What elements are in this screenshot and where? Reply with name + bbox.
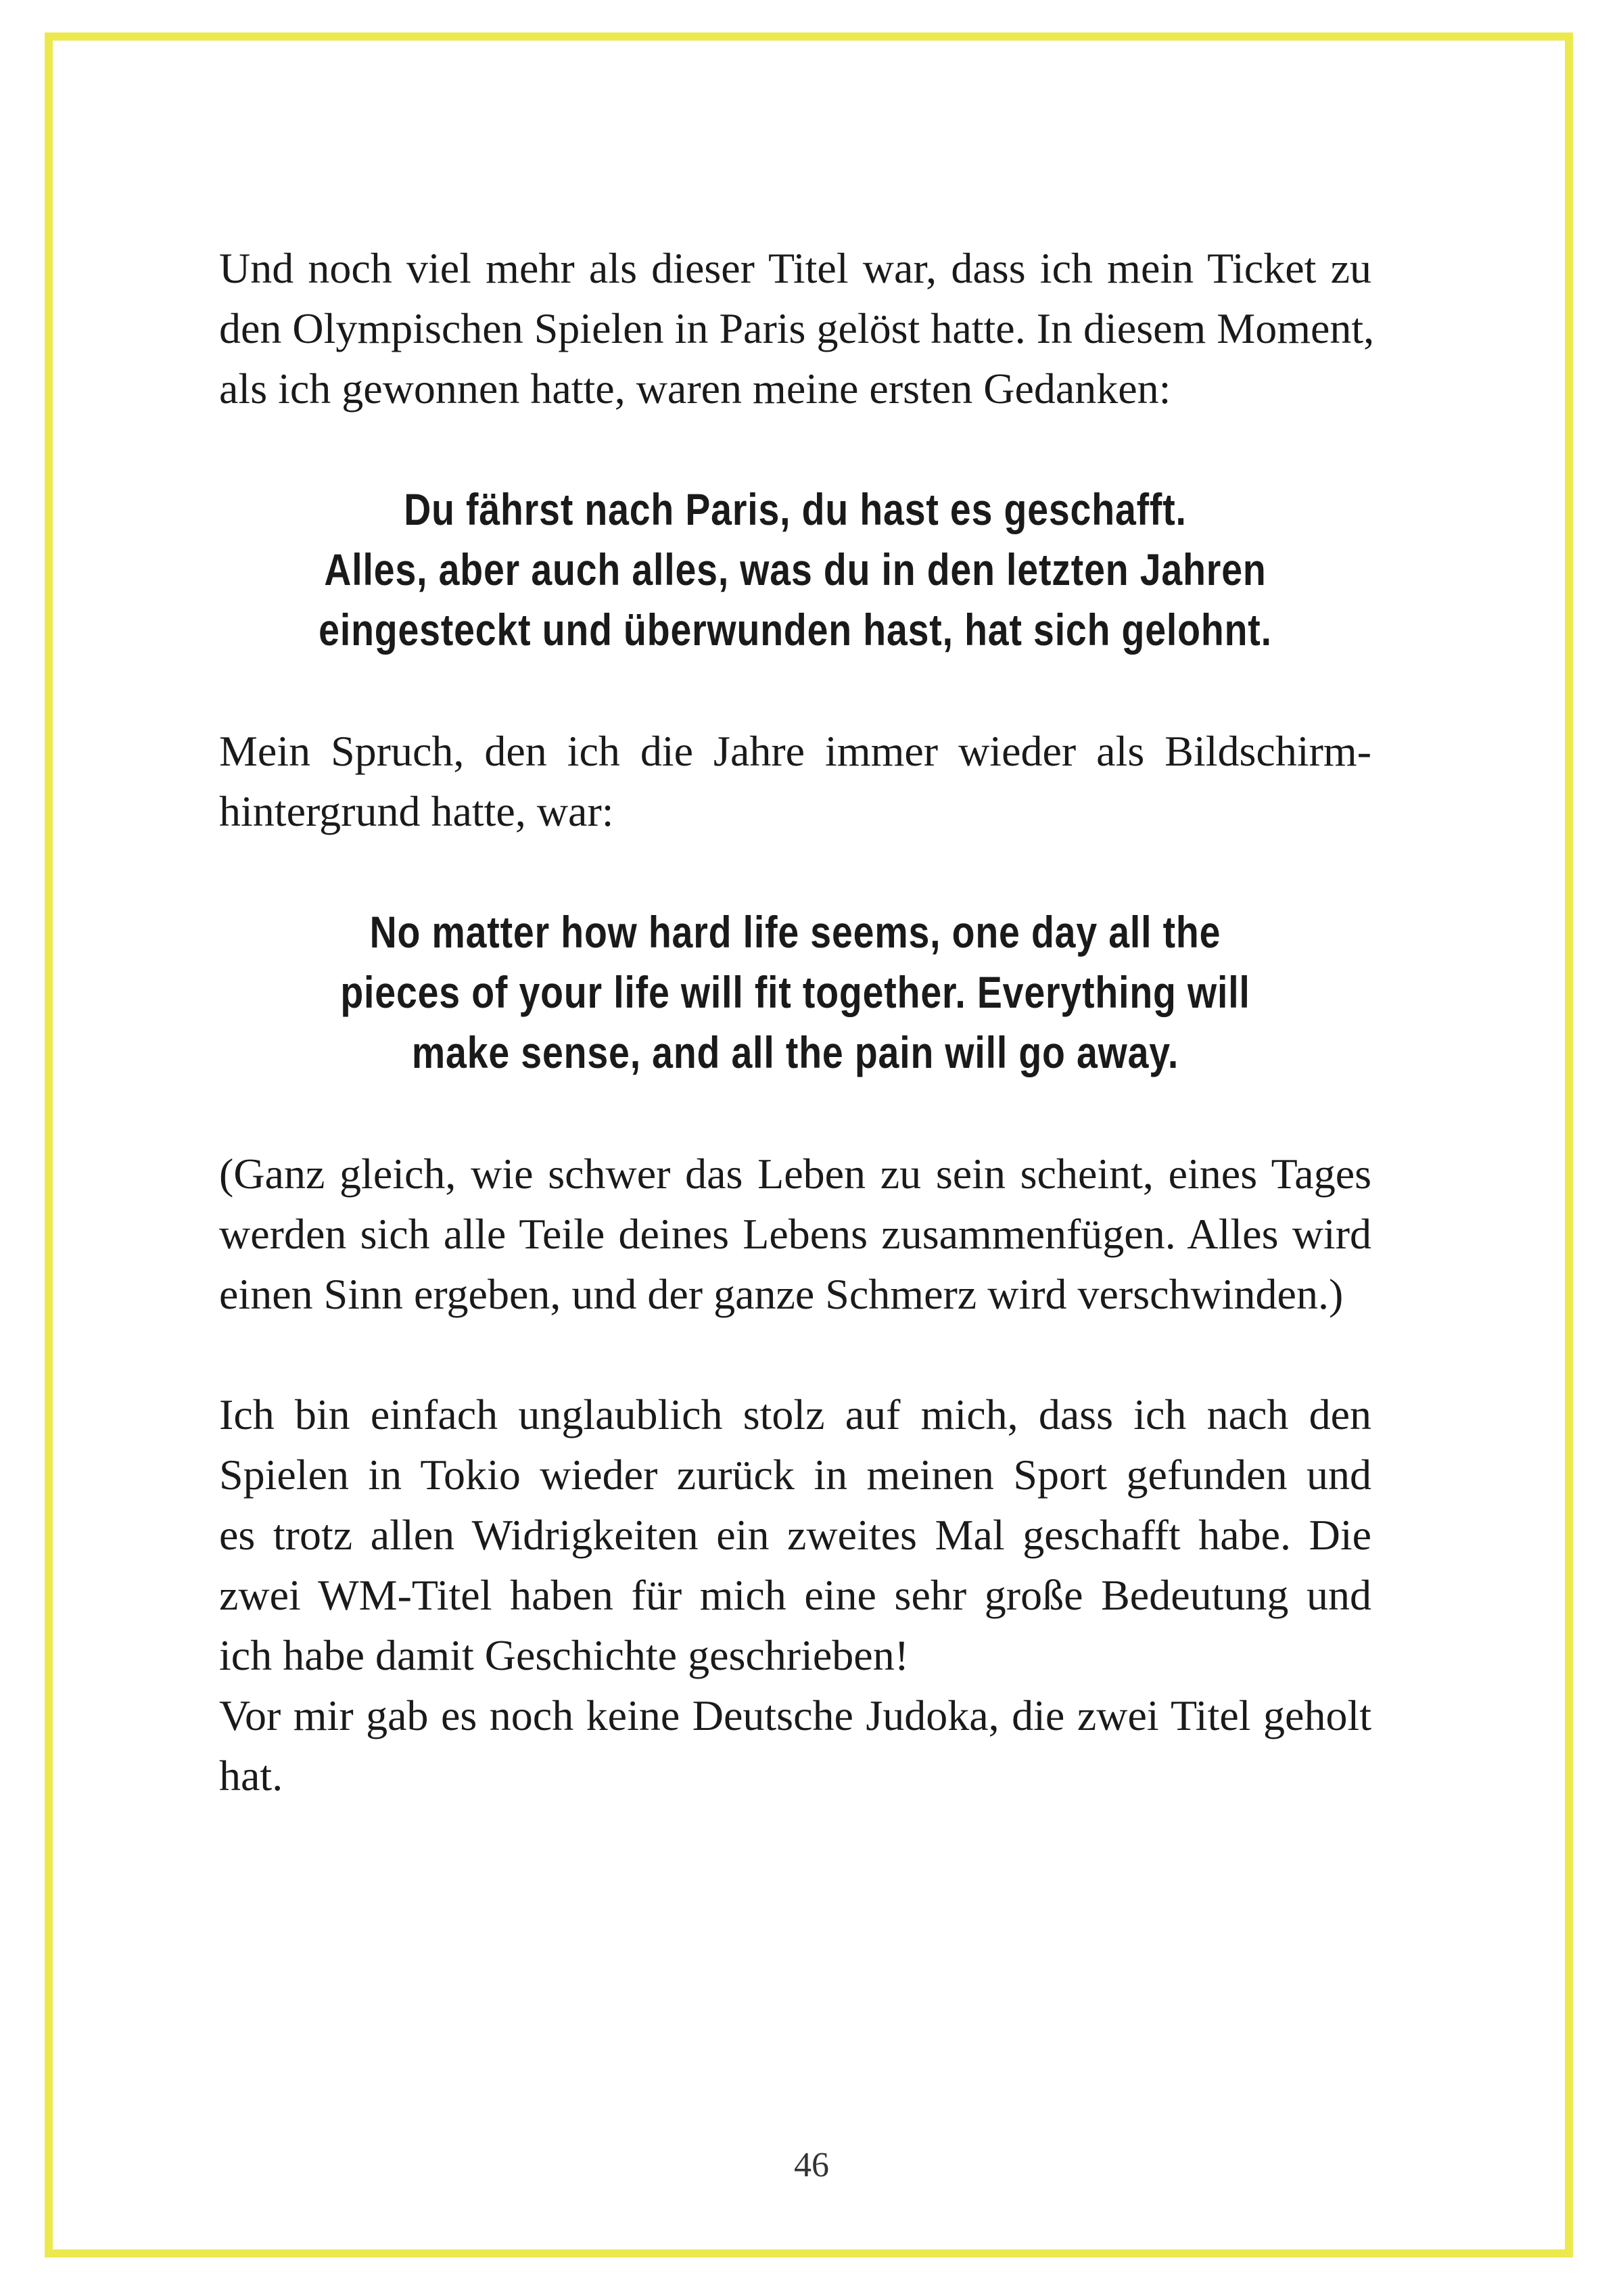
text-line: (Ganz gleich, wie schwer das Leben zu sein scheint, eines Tages — [219, 1150, 1371, 1198]
text-line: den Olympischen Spielen in Paris gelöst hatte. In diesem Moment, — [219, 304, 1375, 352]
quote-line: Du fährst nach Paris, du hast es geschafft. — [404, 484, 1187, 534]
paragraph-translation — [219, 1144, 1371, 1324]
page-content — [219, 238, 1375, 1806]
text-line: werden sich alle Teile deines Lebens zusammenfügen. Alles wird — [219, 1210, 1371, 1258]
quote-line: make sense, and all the pain will go away. — [411, 1027, 1179, 1077]
text-line: Spielen in Tokio wieder zurück in meinen Sport gefunden und — [219, 1451, 1371, 1499]
quote-line: pieces of your life will fit together. Everything will — [340, 967, 1250, 1017]
paragraph-intro — [219, 238, 1375, 419]
paragraph-pride — [219, 1384, 1371, 1685]
quote-line: Alles, aber auch alles, was du in den letzten Jahren — [324, 544, 1267, 594]
text-line: einen Sinn ergeben, und der ganze Schmerz wird verschwinden.) — [219, 1270, 1344, 1318]
text-line: es trotz allen Widrigkeiten ein zweites Mal geschafft habe. Die — [219, 1511, 1371, 1559]
text-line: Ich bin einfach unglaublich stolz auf mich, dass ich nach den — [219, 1390, 1371, 1438]
quote-english — [311, 902, 1279, 1083]
page-number: 46 — [794, 2146, 829, 2184]
quote-line: eingesteckt und überwunden hast, hat sich gelohnt. — [319, 605, 1272, 655]
quote-line: No matter how hard life seems, one day all the — [369, 907, 1221, 957]
text-line: Und noch viel mehr als dieser Titel war, dass ich mein Ticket zu — [219, 244, 1371, 292]
text-line: ich habe damit Geschichte geschrieben! — [219, 1631, 909, 1679]
text-line: als ich gewonnen hatte, waren meine ersten Gedanken: — [219, 365, 1171, 413]
text-line: hintergrund hatte, war: — [219, 787, 614, 835]
text-line: zwei WM-Titel haben für mich eine sehr große Bedeutung und — [219, 1571, 1371, 1619]
quote-paris — [311, 479, 1279, 660]
paragraph-spruch — [219, 721, 1371, 841]
text-line: Vor mir gab es noch keine Deutsche Judoka, die zwei Titel geholt — [219, 1691, 1371, 1739]
text-line: hat. — [219, 1752, 283, 1800]
paragraph-history — [219, 1685, 1371, 1806]
text-line: Mein Spruch, den ich die Jahre immer wieder als Bildschirm- — [219, 727, 1371, 775]
